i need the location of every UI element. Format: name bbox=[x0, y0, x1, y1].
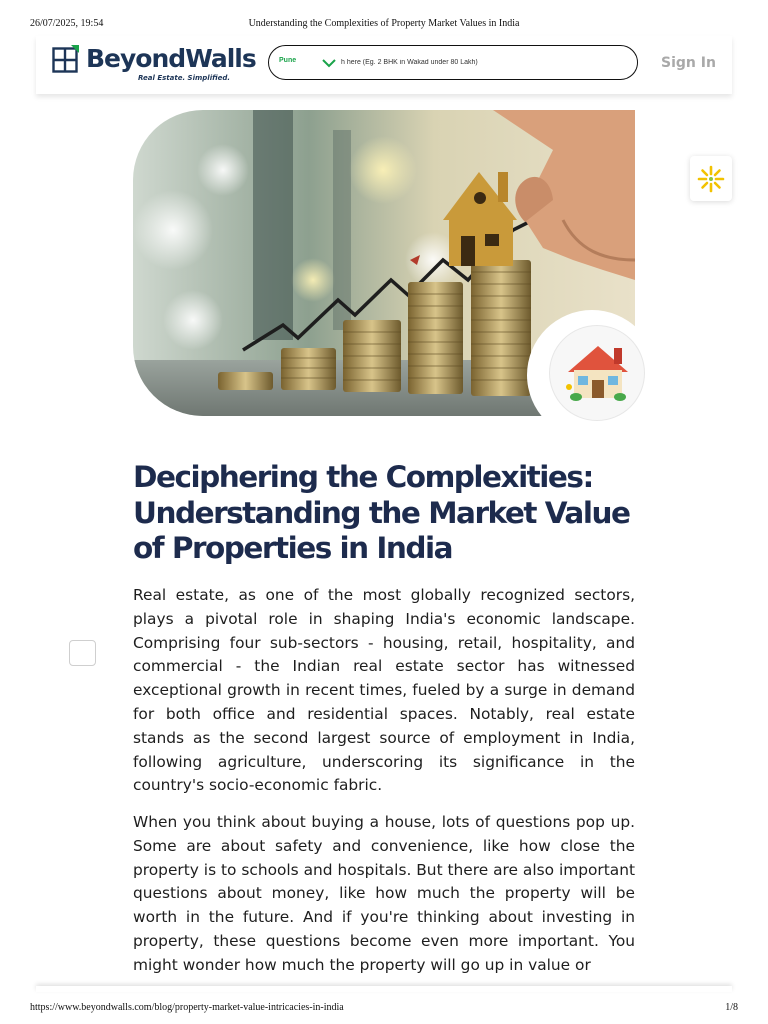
sign-in-button[interactable]: Sign In bbox=[661, 55, 716, 71]
search-input[interactable] bbox=[341, 55, 631, 69]
print-footer bbox=[0, 994, 768, 1024]
print-page-number: 1/8 bbox=[725, 1002, 738, 1013]
hero-badge-inner bbox=[549, 325, 645, 421]
logo-word-walls: Walls bbox=[185, 44, 256, 73]
print-doc-title: Understanding the Complexities of Property Market Values in India bbox=[248, 18, 520, 29]
logo-tagline: Real Estate. Simplified. bbox=[138, 74, 231, 82]
logo-word-beyond: Beyond bbox=[86, 44, 186, 73]
house-icon bbox=[550, 326, 646, 422]
logo-grid-icon bbox=[52, 45, 80, 73]
floating-checkbox[interactable] bbox=[69, 640, 96, 666]
article-title: Deciphering the Complexities: Understanding the Market Value of Properties in India bbox=[133, 460, 630, 565]
assistant-button[interactable] bbox=[690, 156, 732, 201]
logo-wordmark bbox=[86, 44, 256, 73]
print-header bbox=[0, 0, 768, 40]
site-header bbox=[36, 36, 732, 94]
site-logo[interactable] bbox=[52, 44, 256, 86]
chevron-down-icon[interactable] bbox=[321, 57, 337, 69]
article-paragraph-2: When you think about buying a house, lots of questions pop up. Some are about safety and convenience, like how close the property is to schools and hospitals. But there are also important questions about money, like how much the property will be worth in the future. And if you're thinking about investing in property, these questions become even more important. You might wonder how much the property will go up in value or bbox=[133, 813, 635, 974]
property-search-bar bbox=[268, 45, 638, 80]
hero-badge bbox=[527, 310, 657, 440]
print-url: https://www.beyondwalls.com/blog/property-market-value-intricacies-in-india bbox=[30, 1002, 344, 1013]
print-datetime: 26/07/2025, 19:54 bbox=[30, 18, 104, 29]
article-paragraph-1: Real estate, as one of the most globally recognized sectors, plays a pivotal role in shaping India's economic landscape. Comprising four sub-sectors - housing, retail, hospitality, and commercial - the Indian real estate sector has witnessed exceptional growth in recent times, fueled by a surge in demand for both office and residential spaces. Notably, real estate stands as the second largest source of employment in India, following agriculture, underscoring its significance in the country's socio-economic fabric. bbox=[133, 586, 635, 795]
page-bottom-shadow bbox=[36, 986, 732, 992]
city-selector[interactable]: Pune bbox=[279, 57, 297, 64]
sparkle-icon bbox=[696, 164, 726, 194]
